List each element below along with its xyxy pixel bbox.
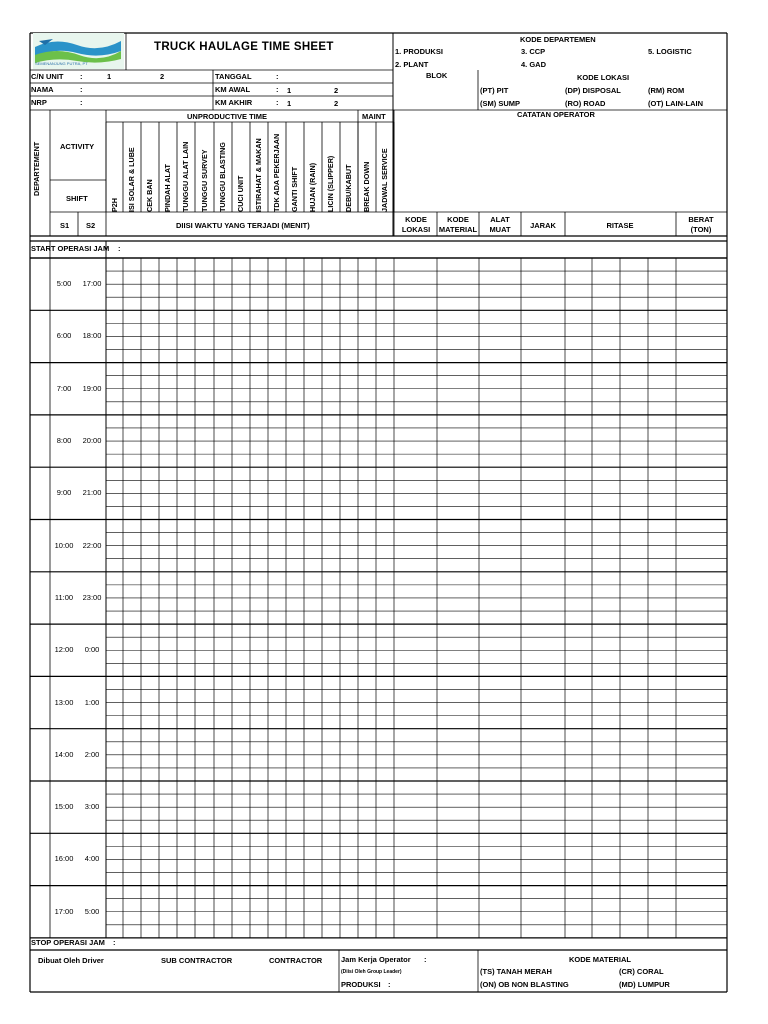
contractor-label: CONTRACTOR — [269, 956, 323, 965]
hour-s1-label: 16:00 — [54, 854, 74, 864]
alat-muat-header-1: ALAT — [490, 215, 510, 224]
activity-column-label: TDK ADA PEKERJAAN — [272, 133, 281, 212]
material-item: (TS) TANAH MERAH — [480, 967, 552, 976]
hour-s1-label: 15:00 — [54, 802, 74, 812]
page-title: TRUCK HAULAGE TIME SHEET — [154, 41, 334, 53]
cn-unit-field-2[interactable]: 2 — [160, 72, 165, 81]
nama-label: NAMA — [31, 85, 54, 94]
hour-s2-label: 3:00 — [84, 802, 100, 812]
start-operasi-label: START OPERASI JAM — [31, 244, 110, 253]
unproductive-time-header: UNPRODUCTIVE TIME — [187, 112, 268, 121]
km-akhir-field-2[interactable]: 2 — [334, 99, 339, 108]
company-logo — [33, 33, 124, 69]
kode-lokasi-header-2: LOKASI — [401, 225, 431, 234]
activity-column-label: BREAK DOWN — [362, 161, 371, 212]
hour-s2-label: 2:00 — [84, 749, 100, 759]
km-akhir-label: KM AKHIR — [215, 98, 253, 107]
jarak-header: JARAK — [530, 221, 556, 230]
material-item: (MD) LUMPUR — [619, 980, 670, 989]
nama-colon: : — [80, 85, 83, 94]
hour-s2-label: 5:00 — [84, 906, 100, 916]
shift-header: SHIFT — [66, 194, 88, 203]
kode-material-header-2: MATERIAL — [438, 225, 478, 234]
hour-s1-label: 11:00 — [54, 592, 74, 602]
departemen-item: 4. GAD — [521, 60, 547, 69]
s1-header: S1 — [60, 221, 70, 230]
lokasi-item: (DP) DISPOSAL — [565, 86, 621, 95]
hour-s1-label: 12:00 — [54, 645, 74, 655]
jam-kerja-label: Jam Kerja Operator — [341, 955, 411, 964]
activity-column-label: HUJAN (RAIN) — [308, 162, 317, 212]
hour-s1-label: 6:00 — [56, 331, 72, 341]
hour-s1-label: 7:00 — [56, 383, 72, 393]
hour-s2-label: 0:00 — [84, 645, 100, 655]
hour-s2-label: 22:00 — [82, 540, 102, 550]
activity-column-label: JADWAL SERVICE — [380, 148, 389, 212]
hour-s2-label: 20:00 — [82, 436, 102, 446]
material-item: (ON) OB NON BLASTING — [480, 980, 569, 989]
activity-column-label: DEBU/KABUT — [344, 164, 353, 212]
activity-header: ACTIVITY — [60, 142, 95, 151]
hour-s2-label: 23:00 — [82, 592, 102, 602]
s2-header: S2 — [86, 221, 96, 230]
hour-s1-label: 14:00 — [54, 749, 74, 759]
alat-muat-header-2: MUAT — [489, 225, 511, 234]
berat-header-2: (TON) — [690, 225, 712, 234]
hour-s1-label: 13:00 — [54, 697, 74, 707]
kode-departemen-title: KODE DEPARTEMEN — [520, 35, 596, 44]
hour-s1-label: 8:00 — [56, 436, 72, 446]
diisi-waktu-header: DIISI WAKTU YANG TERJADI (MENIT) — [176, 221, 310, 230]
stop-operasi-label: STOP OPERASI JAM — [31, 938, 105, 947]
hour-s2-label: 17:00 — [82, 279, 102, 289]
lokasi-item: (RM) ROM — [648, 86, 685, 95]
nrp-colon: : — [80, 98, 83, 107]
hour-s2-label: 19:00 — [82, 383, 102, 393]
kode-material-header-1: KODE — [447, 215, 469, 224]
cn-unit-colon: : — [80, 72, 83, 81]
departemen-item: 2. PLANT — [395, 60, 429, 69]
stop-operasi-colon: : — [113, 938, 116, 947]
hour-s2-label: 21:00 — [82, 488, 102, 498]
activity-column-label: CUCI UNIT — [236, 175, 245, 212]
kode-material-title: KODE MATERIAL — [569, 955, 631, 964]
produksi-label: PRODUKSI — [341, 980, 381, 989]
hour-s1-label: 5:00 — [56, 279, 72, 289]
cn-unit-field-1[interactable]: 1 — [107, 72, 112, 81]
sub-contractor-label: SUB CONTRACTOR — [161, 956, 233, 965]
berat-header-1: BERAT — [688, 215, 714, 224]
activity-column-label: LICIN (SLIPPER) — [326, 155, 335, 212]
kode-lokasi-title: KODE LOKASI — [577, 73, 630, 82]
activity-column-label: CEK BAN — [145, 179, 154, 212]
departemen-item: 3. CCP — [521, 47, 546, 56]
tanggal-label: TANGGAL — [215, 72, 252, 81]
start-operasi-colon: : — [118, 244, 121, 253]
activity-column-label: ISTIRAHAT & MAKAN — [254, 138, 263, 212]
catatan-operator-title: CATATAN OPERATOR — [517, 110, 595, 119]
activity-column-label: TUNGGU BLASTING — [218, 142, 227, 212]
hour-s2-label: 18:00 — [82, 331, 102, 341]
activity-column-label: ISI SOLAR & LUBE — [127, 147, 136, 212]
hour-s2-label: 1:00 — [84, 697, 100, 707]
km-awal-label: KM AWAL — [215, 85, 251, 94]
blok-label: BLOK — [426, 71, 448, 80]
cn-unit-label: C/N UNIT — [31, 72, 64, 81]
dibuat-oleh-driver: Dibuat Oleh Driver — [38, 956, 104, 965]
logo-text: SEMENANJUNG PUTRA, PT — [35, 61, 88, 66]
km-akhir-field-1[interactable]: 1 — [287, 99, 292, 108]
departemen-item: 1. PRODUKSI — [395, 47, 443, 56]
ritase-header: RITASE — [606, 221, 634, 230]
maint-header: MAINT — [362, 112, 386, 121]
departement-header: DEPARTEMENT — [32, 141, 41, 197]
km-awal-field-2[interactable]: 2 — [334, 86, 339, 95]
diisi-group-leader-note: (Diisi Oleh Group Leader) — [341, 969, 402, 975]
km-awal-field-1[interactable]: 1 — [287, 86, 292, 95]
tanggal-colon: : — [276, 72, 279, 81]
produksi-colon: : — [388, 980, 391, 989]
lokasi-item: (RO) ROAD — [565, 99, 606, 108]
kode-lokasi-header-1: KODE — [405, 215, 427, 224]
hour-s2-label: 4:00 — [84, 854, 100, 864]
lokasi-item: (PT) PIT — [480, 86, 509, 95]
jam-kerja-colon: : — [424, 955, 427, 964]
activity-column-label: PINDAH ALAT — [163, 164, 172, 212]
lokasi-item: (SM) SUMP — [480, 99, 520, 108]
km-awal-colon: : — [276, 85, 279, 94]
nrp-label: NRP — [31, 98, 47, 107]
km-akhir-colon: : — [276, 98, 279, 107]
hour-s1-label: 9:00 — [56, 488, 72, 498]
material-item: (CR) CORAL — [619, 967, 664, 976]
hour-s1-label: 17:00 — [54, 906, 74, 916]
activity-column-label: GANTI SHIFT — [290, 166, 299, 212]
departemen-item: 5. LOGISTIC — [648, 47, 692, 56]
activity-column-label: P2H — [109, 198, 119, 212]
activity-column-label: TUNGGU SURVEY — [199, 149, 209, 212]
lokasi-item: (OT) LAIN-LAIN — [648, 99, 703, 108]
activity-column-label: TUNGGU ALAT LAIN — [181, 141, 190, 212]
hour-s1-label: 10:00 — [54, 540, 74, 550]
